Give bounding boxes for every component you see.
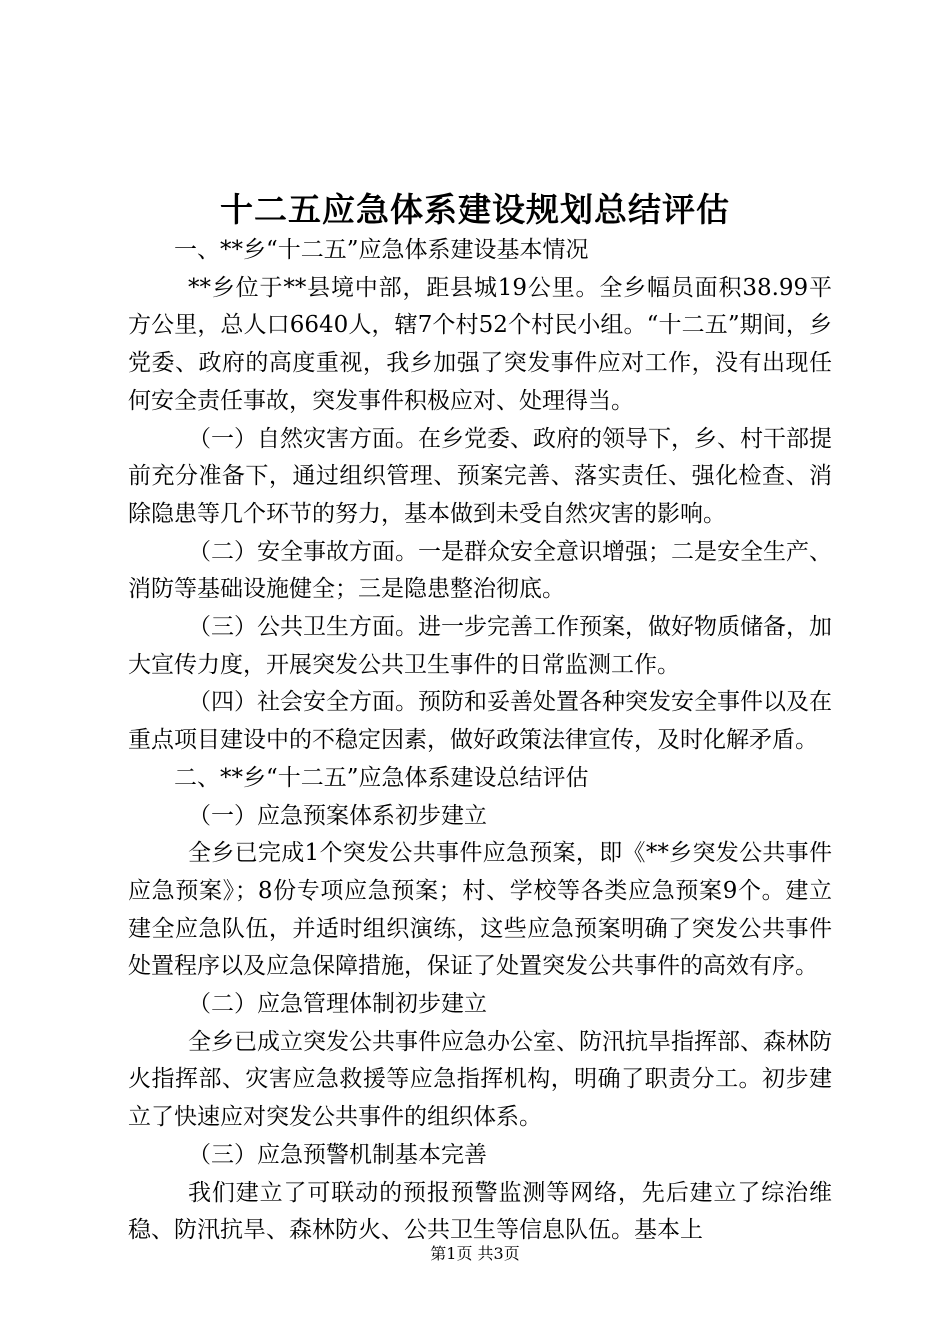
paragraph-emergency-plans: 全乡已完成1个突发公共事件应急预案，即《**乡突发公共事件应急预案》；8份专项应急预案；村、学校等各类应急预案9个。建立建全应急队伍，并适时组织演练，这些应急预案明确了突发公共事件处置程序以及应急保障措施，保证了处置突发公共事件的高效有序。 [128, 840, 832, 980]
paragraph-safety-accident: （二）安全事故方面。一是群众安全意识增强；二是安全生产、消防等基础设施健全；三是隐患整治彻底。 [128, 538, 832, 603]
page-footer: 第1页 共3页 [430, 1244, 520, 1263]
paragraph-social-security: （四）社会安全方面。预防和妥善处置各种突发安全事件以及在重点项目建设中的不稳定因素，做好政策法律宣传，及时化解矛盾。 [128, 689, 832, 754]
paragraph-natural-disaster: （一）自然灾害方面。在乡党委、政府的领导下，乡、村干部提前充分准备下，通过组织管理、预案完善、落实责任、强化检查、消除隐患等几个环节的努力，基本做到未受自然灾害的影响。 [128, 425, 832, 527]
subsection-heading-1: （一）应急预案体系初步建立 [188, 802, 487, 829]
section-heading-2: 二、**乡“十二五”应急体系建设总结评估 [174, 764, 589, 791]
paragraph-public-health: （三）公共卫生方面。进一步完善工作预案，做好物质储备，加大宣传力度，开展突发公共卫生事件的日常监测工作。 [128, 614, 832, 678]
subsection-heading-3: （三）应急预警机制基本完善 [188, 1141, 487, 1168]
subsection-heading-2: （二）应急管理体制初步建立 [188, 991, 487, 1018]
document-title: 十二五应急体系建设规划总结评估 [220, 190, 730, 229]
paragraph-warning-mechanism: 我们建立了可联动的预报预警监测等网络，先后建立了综治维稳、防汛抗旱、森林防火、公共卫生等信息队伍。基本上 [128, 1179, 832, 1244]
document-body [128, 232, 832, 1250]
paragraph-management-system: 全乡已成立突发公共事件应急办公室、防汛抗旱指挥部、森林防火指挥部、灾害应急救援等应急指挥机构，明确了职责分工。初步建立了快速应对突发公共事件的组织体系。 [128, 1028, 832, 1131]
paragraph-overview: **乡位于**县境中部，距县城19公里。全乡幅员面积38.99平方公里，总人口6640人，辖7个村52个村民小组。“十二五”期间，乡党委、政府的高度重视，我乡加强了突发事件应对工作，没有出现任何安全责任事故，突发事件积极应对、处理得当。 [128, 274, 832, 414]
section-heading-1: 一、**乡“十二五”应急体系建设基本情况 [174, 237, 589, 263]
